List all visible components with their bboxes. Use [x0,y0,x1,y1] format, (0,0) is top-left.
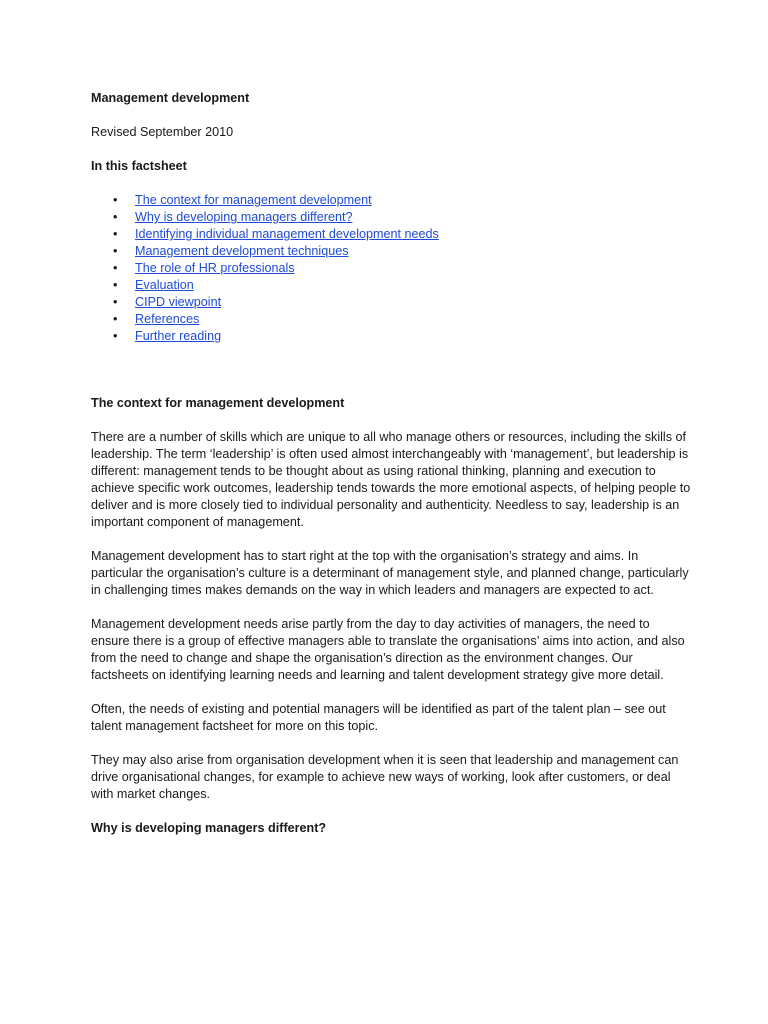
bullet-icon: • [113,244,118,258]
body-paragraph: Often, the needs of existing and potential managers will be identified as part of the talent plan – see out talent management factsheet for more on this topic. [91,702,666,733]
body-paragraph: Management development has to start right at the top with the organisation’s strategy and aims. In particular the organisation’s culture is a determinant of management style, and planned change, particularly in challenging times makes demands on the way in which leaders and managers are expected to act. [91,549,689,597]
toc-item [113,226,688,243]
bullet-icon: • [113,210,118,224]
section-heading-context: The context for management development [91,396,345,410]
toc-item [113,192,688,209]
document-title: Management development [91,91,250,105]
revised-date: Revised September 2010 [91,125,234,139]
body-paragraph: Management development needs arise partly from the day to day activities of managers, the need to ensure there is a group of effective managers able to translate the organisations’ aims into action, and also from the need to change and shape the organisation’s direction as the environment changes. Our factsheets on identifying learning needs and learning and talent development strategy give more detail. [91,617,685,682]
toc-link-references[interactable]: References [135,312,200,326]
section-heading-why-different: Why is developing managers different? [91,821,327,835]
toc-link-evaluation[interactable]: Evaluation [135,278,194,292]
toc-link-context[interactable]: The context for management development [135,193,372,207]
toc-link-techniques[interactable]: Management development techniques [135,244,349,258]
toc-link-further-reading[interactable]: Further reading [135,329,222,343]
bullet-icon: • [113,329,118,343]
bullet-icon: • [113,227,118,241]
toc-heading: In this factsheet [91,159,187,173]
toc-item [113,277,688,294]
body-paragraph: There are a number of skills which are unique to all who manage others or resources, including the skills of leadership. The term ‘leadership’ is often used almost interchangeably with ‘management’, but leadership is different: management tends to be thought about as using rational thinking, planning and execution to achieve specific work outcomes, leadership tends towards the more emotional aspects, of helping people to deliver and is more closely tied to individual personality and authenticity. Needless to say, leadership is an important component of management. [91,430,691,529]
toc-item [113,260,688,277]
toc-item [113,243,688,260]
bullet-icon: • [113,193,118,207]
body-paragraph: They may also arise from organisation development when it is seen that leadership and management can drive organisational changes, for example to achieve new ways of working, look after customers, or deal with market changes. [91,753,679,801]
toc-link-identifying-needs[interactable]: Identifying individual management development needs [135,227,439,241]
toc-item [113,328,688,345]
toc-link-cipd-viewpoint[interactable]: CIPD viewpoint [135,295,222,309]
bullet-icon: • [113,261,118,275]
toc-item [113,294,688,311]
bullet-icon: • [113,278,118,292]
toc-item [113,311,688,328]
bullet-icon: • [113,312,118,326]
table-of-contents [91,192,688,345]
toc-item [113,209,688,226]
toc-link-why-different[interactable]: Why is developing managers different? [135,210,353,224]
bullet-icon: • [113,295,118,309]
toc-link-hr-role[interactable]: The role of HR professionals [135,261,295,275]
